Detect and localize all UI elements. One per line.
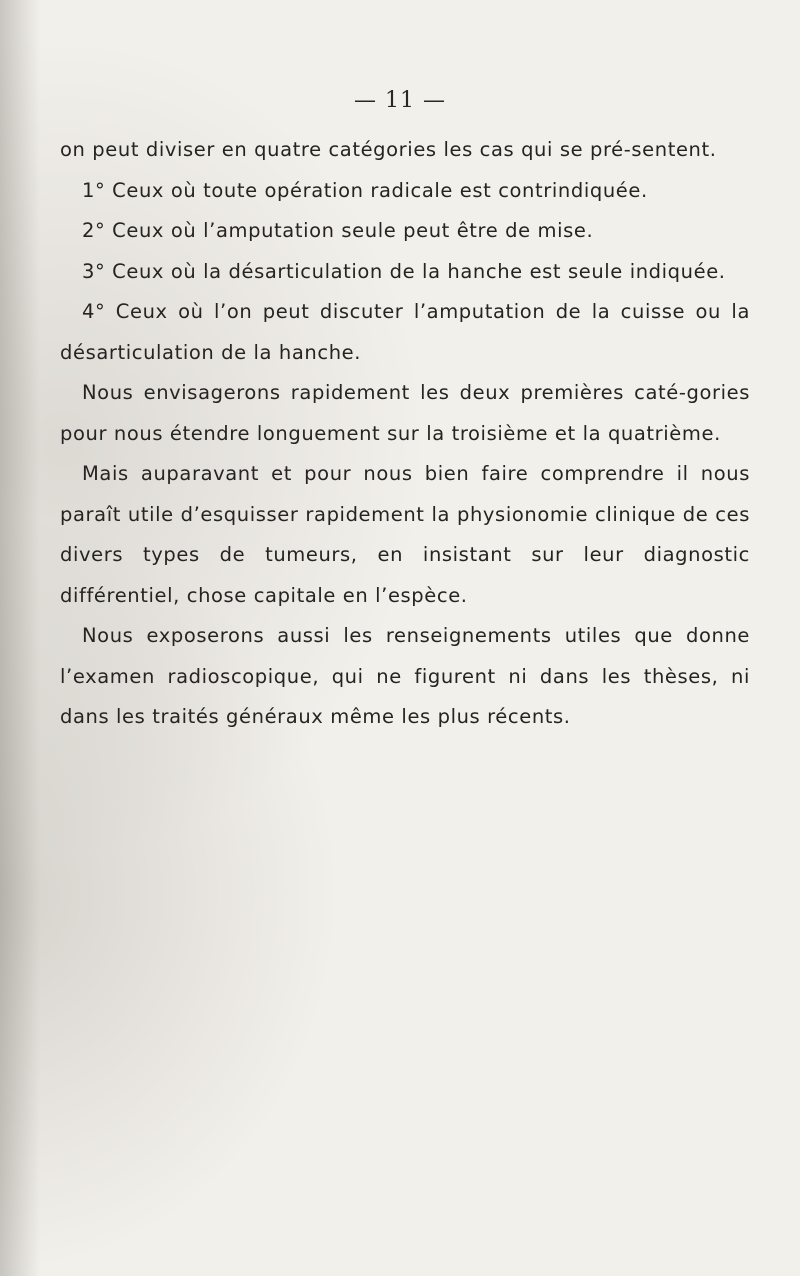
paragraph-intro: on peut diviser en quatre catégories les cas qui se pré-sentent. <box>60 138 717 161</box>
paragraph-item-3: 3° Ceux où la désarticulation de la hanche est seule indiquée. <box>82 259 726 283</box>
body-text <box>60 130 750 738</box>
paragraph-radioscopy: Nous exposerons aussi les renseignements utiles que donne l’examen radioscopique, qui ne figurent ni dans les thèses, ni dans les traités généraux même les plus récents. <box>60 624 750 728</box>
paragraph-item-4: 4° Ceux où l’on peut discuter l’amputation de la cuisse ou la désarticulation de la hanche. <box>60 300 750 364</box>
paragraph-plan: Nous envisagerons rapidement les deux premières caté-gories pour nous étendre longuement sur la troisième et la quatrième. <box>60 381 750 445</box>
page-number: — 11 — <box>354 88 446 113</box>
paragraph-item-2: 2° Ceux où l’amputation seule peut être de mise. <box>82 219 594 242</box>
paragraph-item-1: 1° Ceux où toute opération radicale est contrindiquée. <box>82 178 648 202</box>
paragraph-clinical: Mais auparavant et pour nous bien faire comprendre il nous paraît utile d’esquisser rapidement la physionomie clinique de ces divers types de tumeurs, en insistant sur leur diagnostic différentiel, chose capitale en l’espèce. <box>60 462 750 607</box>
